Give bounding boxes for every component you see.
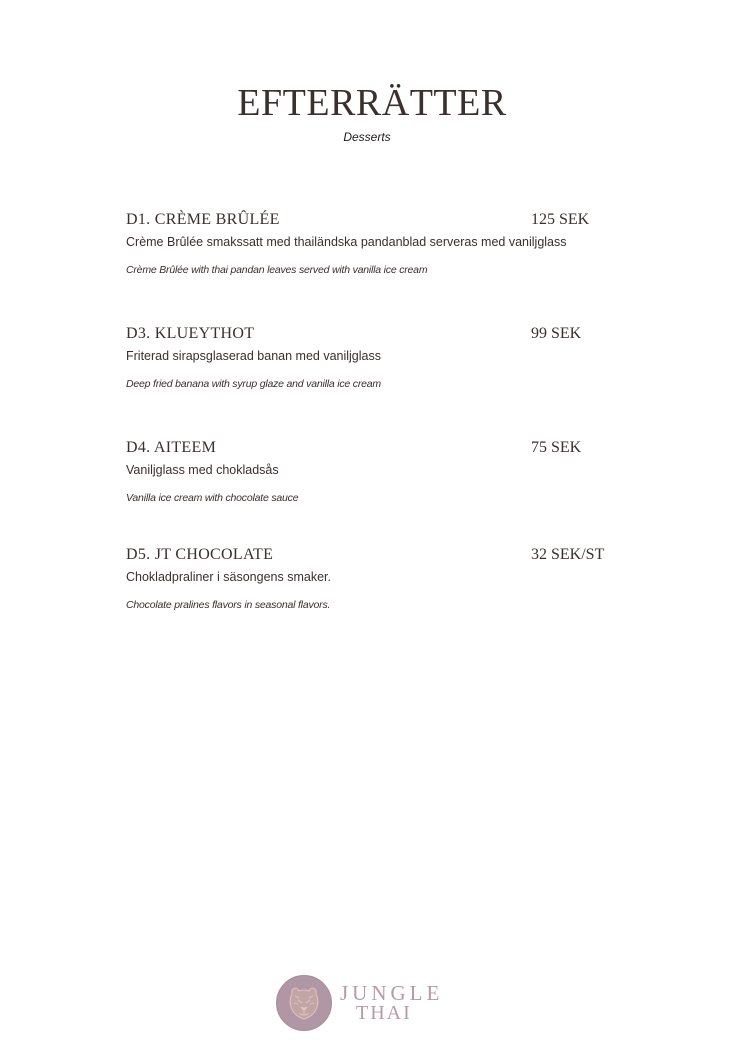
page-title: EFTERRÄTTER	[237, 82, 507, 124]
item-name: D1. CRÈME BRÛLÉE	[126, 211, 280, 228]
tiger-face-icon	[277, 976, 331, 1030]
item-description-swedish: Friterad sirapsglaserad banan med vaniljglass	[126, 349, 381, 363]
item-name: D4. AITEEM	[126, 439, 217, 456]
item-description-swedish: Chokladpraliner i säsongens smaker.	[126, 570, 331, 584]
logo-wordmark-line-2: THAI	[356, 1002, 412, 1024]
item-description-english: Deep fried banana with syrup glaze and vanilla ice cream	[126, 378, 381, 390]
logo-wordmark-line-1: JUNGLE	[340, 981, 444, 1005]
item-name: D5. JT CHOCOLATE	[126, 546, 274, 563]
item-description-swedish: Vaniljglass med chokladsås	[126, 463, 279, 477]
item-description-english: Chocolate pralines flavors in seasonal flavors.	[126, 599, 331, 611]
item-price: 32 SEK/ST	[531, 546, 605, 563]
page-subtitle: Desserts	[343, 130, 391, 144]
item-price: 75 SEK	[531, 439, 582, 456]
logo-badge	[276, 975, 332, 1031]
item-description-english: Crème Brûlée with thai pandan leaves served with vanilla ice cream	[126, 264, 428, 276]
item-price: 125 SEK	[531, 211, 590, 228]
jungle-thai-logo	[276, 975, 446, 1031]
item-name: D3. KLUEYTHOT	[126, 325, 255, 342]
item-description-swedish: Crème Brûlée smakssatt med thailändska pandanblad serveras med vaniljglass	[126, 235, 567, 249]
item-price: 99 SEK	[531, 325, 582, 342]
item-description-english: Vanilla ice cream with chocolate sauce	[126, 492, 299, 504]
